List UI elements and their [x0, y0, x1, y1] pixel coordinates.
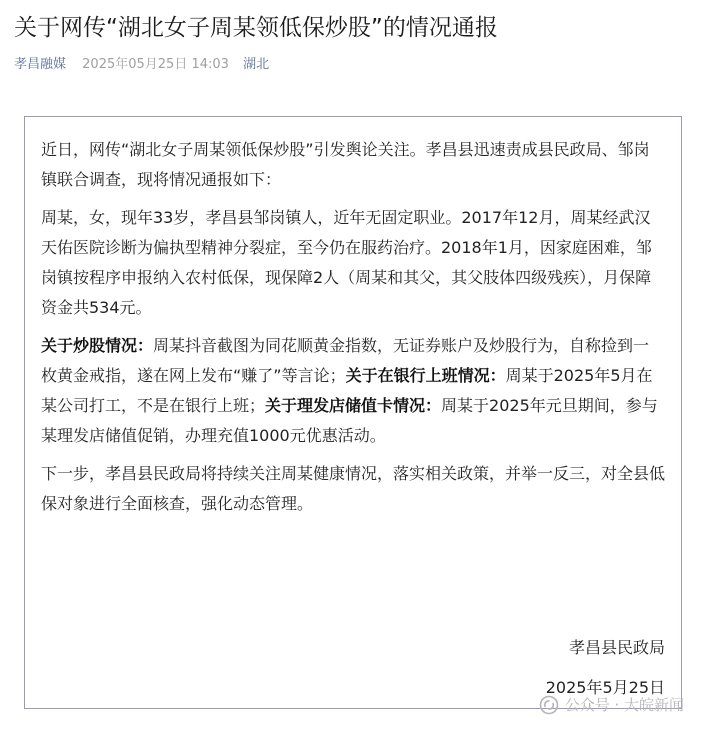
notice-paragraph-next-steps: 下一步，孝昌县民政局将持续关注周某健康情况，落实相关政策，并举一反三，对全县低保对象进行全面核查，强化动态管理。 — [41, 464, 666, 513]
finding-text-salon-card: 周某于2025年元旦期间，参与某理发店储值促销，办理充值1000元优惠活动。 — [41, 396, 658, 445]
publish-datetime: 2025年05月25日 14:03 — [82, 57, 229, 72]
article-source-link[interactable]: 孝昌融媒 — [14, 57, 67, 72]
signature-organization: 孝昌县民政局 — [568, 638, 665, 657]
notice-paragraph-intro: 近日，网传“湖北女子周某领低保炒股”引发舆论关注。孝昌县迅速责成县民政局、邹岗镇联合调查，现将情况通报如下： — [41, 140, 650, 189]
notice-box — [24, 116, 682, 709]
publish-region: 湖北 — [243, 57, 270, 72]
finding-heading-bank: 关于在银行上班情况： — [345, 366, 506, 385]
finding-text-bank: 周某于2025年5月在某公司打工，不是在银行上班； — [41, 366, 653, 415]
notice-paragraph-findings — [41, 331, 665, 451]
wechat-official-account-icon — [539, 695, 559, 715]
article-title: 关于网传“湖北女子周某领低保炒股”的情况通报 — [14, 15, 498, 41]
finding-text-stocks: 周某抖音截图为同花顺黄金指数，无证券账户及炒股行为，自称捡到一枚黄金戒指，遂在网上发布“赚了”等言论； — [41, 336, 650, 385]
finding-heading-stocks: 关于炒股情况： — [41, 336, 154, 355]
watermark — [539, 694, 684, 715]
signature-date: 2025年5月25日 — [545, 678, 665, 697]
article-meta — [14, 56, 269, 74]
finding-heading-salon-card: 关于理发店储值卡情况： — [265, 396, 442, 415]
notice-paragraph-background: 周某，女，现年33岁，孝昌县邹岗镇人，近年无固定职业。2017年12月，周某经武汉天佑医院诊断为偏执型精神分裂症，至今仍在服药治疗。2018年1月，因家庭困难，邹岗镇按程序申报纳入农村低保，现保障2人（周某和其父，其父肢体四级残疾），月保障资金共534元。 — [41, 208, 652, 317]
watermark-text: 公众号 · 大皖新闻 — [564, 696, 684, 714]
